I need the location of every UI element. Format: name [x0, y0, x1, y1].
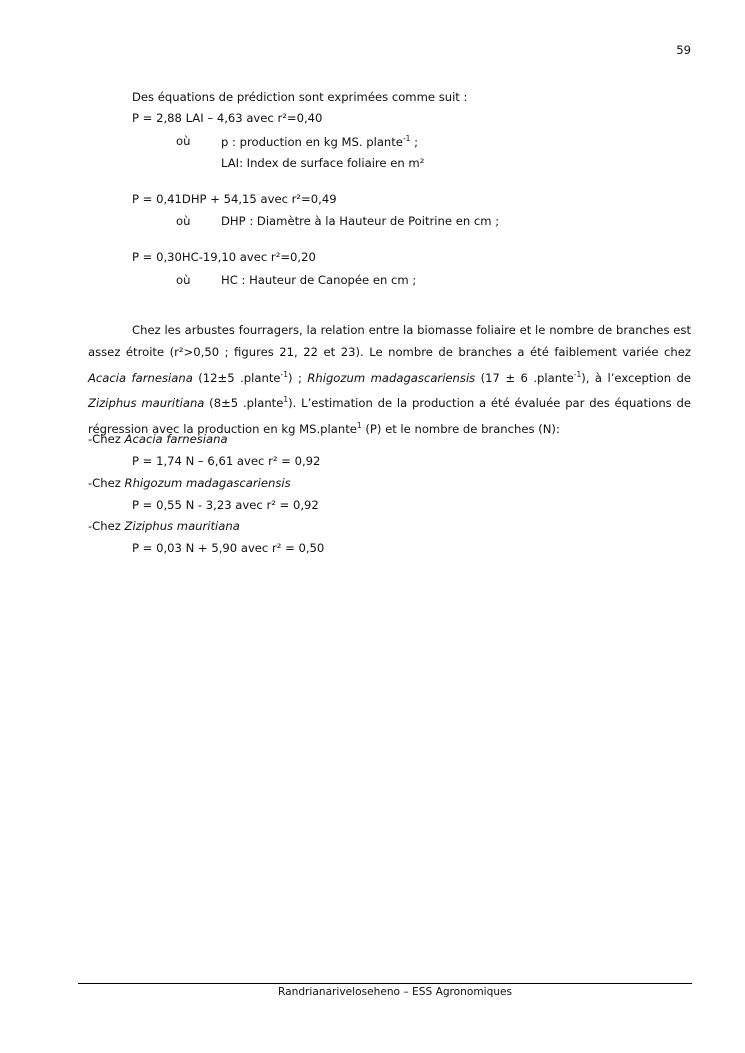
superscript: -1	[280, 369, 288, 379]
species-name: Rhigozum madagascariensis	[124, 476, 291, 490]
superscript: -1	[573, 369, 582, 379]
definition-dhp: DHP : Diamètre à la Hauteur de Poitrine en cm ;	[221, 214, 500, 228]
text-run: (8±5 .plante	[204, 396, 284, 411]
species-name: Acacia farnesiana	[88, 370, 193, 385]
definition-hc: HC : Hauteur de Canopée en cm ;	[221, 273, 417, 287]
superscript: -1	[402, 134, 411, 143]
definition-p	[221, 134, 418, 149]
species-heading-rhigozum	[88, 476, 291, 490]
intro-text: Des équations de prédiction sont exprimées comme suit :	[132, 90, 468, 104]
equation-lai: P = 2,88 LAI – 4,63 avec r²=0,40	[132, 111, 323, 125]
text-run: (12±5 .plante	[192, 370, 281, 385]
species-heading-acacia	[88, 432, 228, 446]
prefix: -Chez	[88, 519, 125, 533]
text-run: (17 ± 6 .plante	[475, 370, 574, 385]
superscript: 1	[283, 395, 289, 405]
page-number: 59	[676, 43, 691, 57]
where-label: où	[176, 134, 191, 148]
prefix: -Chez	[88, 432, 125, 446]
text-run: ), à l’exception de	[581, 370, 691, 385]
species-heading-ziziphus	[88, 519, 240, 533]
equation-ziziphus: P = 0,03 N + 5,90 avec r² = 0,50	[132, 541, 325, 555]
text-run: Chez les arbustes fourragers, la relation entre la biomasse foliaire et le nombre de branches est assez étroite (r²>0,50 ; figures 21, 22 et 23). Le nombre de branches a été faiblement variée chez	[88, 323, 691, 359]
paragraph-text	[88, 320, 691, 441]
definition-lai: LAI: Index de surface foliaire en m²	[221, 156, 425, 170]
prefix: -Chez	[88, 476, 125, 490]
equation-hc: P = 0,30HC-19,10 avec r²=0,20	[132, 250, 316, 264]
footer-divider	[78, 983, 692, 984]
species-name: Rhigozum madagascariensis	[307, 370, 476, 385]
species-name: Ziziphus mauritiana	[88, 396, 205, 411]
where-label: où	[176, 214, 191, 228]
text-run: ). L’estimation de la production a été évaluée par des équations de régression avec la production en kg MS.plante	[88, 396, 691, 437]
text-run: ) ;	[287, 370, 308, 385]
species-name: Acacia farnesiana	[124, 432, 228, 446]
equation-rhigozum: P = 0,55 N - 3,23 avec r² = 0,92	[132, 498, 319, 512]
footer-text: Randrianariveloseheno – ESS Agronomiques	[278, 986, 513, 998]
text-run: (P) et le nombre de branches (N):	[361, 422, 560, 437]
where-label: où	[176, 273, 191, 287]
body-paragraph	[88, 320, 691, 441]
definition-p-end: ;	[410, 135, 419, 149]
equation-dhp: P = 0,41DHP + 54,15 avec r²=0,49	[132, 192, 337, 206]
species-name: Ziziphus mauritiana	[124, 519, 240, 533]
equation-acacia: P = 1,74 N – 6,61 avec r² = 0,92	[132, 454, 321, 468]
definition-p-text: p : production en kg MS. plante	[221, 135, 403, 149]
superscript: 1	[356, 421, 362, 431]
